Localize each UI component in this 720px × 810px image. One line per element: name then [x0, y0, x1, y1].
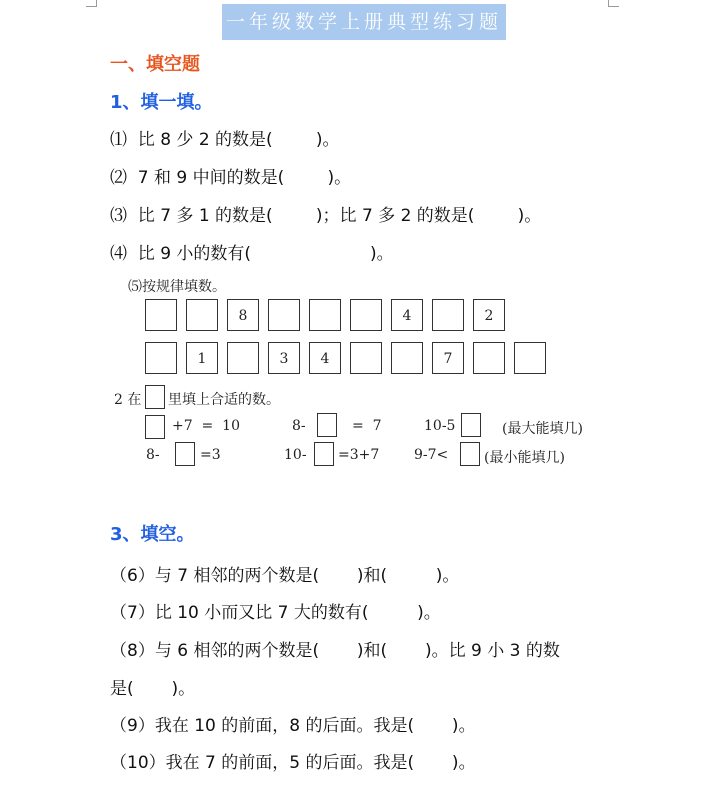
answer-box[interactable] [314, 442, 334, 466]
pattern-box: 3 [268, 342, 300, 374]
answer-box[interactable] [460, 442, 480, 466]
q2-eq-b1-right: =3 [200, 447, 221, 463]
pattern-box[interactable] [350, 299, 382, 331]
pattern-box[interactable] [227, 342, 259, 374]
pattern-box[interactable] [309, 299, 341, 331]
q3-item-10: （10）我在 7 的前面，5 的后面。我是( )。 [110, 753, 476, 773]
pattern-box[interactable] [145, 299, 177, 331]
answer-box[interactable] [175, 442, 195, 466]
q5-label: ⑸按规律填数。 [128, 279, 226, 295]
q3-item-9: （9）我在 10 的前面，8 的后面。我是( )。 [110, 716, 476, 736]
q2-eq-b1-left: 8- [146, 447, 160, 463]
pattern-box[interactable] [268, 299, 300, 331]
page-corner-mark-left [86, 0, 97, 7]
q2-eq-b2-left: 10- [284, 447, 307, 463]
pattern-box[interactable] [186, 299, 218, 331]
pattern-box: 1 [186, 342, 218, 374]
page-corner-mark-right [608, 0, 619, 7]
q2-eq-b2-right: =3+7 [338, 447, 380, 463]
q3-item-7: （7）比 10 小而又比 7 大的数有( )。 [110, 603, 441, 623]
answer-box[interactable] [145, 415, 165, 439]
q2-sample-box [145, 385, 165, 409]
q2-eq-b3-note: (最小能填几) [484, 450, 565, 466]
q2-eq-a2-right: = 7 [352, 418, 382, 434]
pattern-box: 2 [473, 299, 505, 331]
section-heading-fill-blank: 一、填空题 [110, 54, 200, 75]
q3-item-8: （8）与 6 相邻的两个数是( )和( )。比 9 小 3 的数 [110, 641, 560, 661]
q1-item-3: ⑶ 比 7 多 1 的数是( )；比 7 多 2 的数是( )。 [110, 206, 542, 226]
q2-eq-a2-left: 8- [292, 418, 306, 434]
q2-label-suffix: 里填上合适的数。 [168, 392, 280, 408]
q2-eq-a1: +7 = 10 [172, 418, 240, 434]
pattern-box[interactable] [514, 342, 546, 374]
pattern-box: 7 [432, 342, 464, 374]
q1-item-2: ⑵ 7 和 9 中间的数是( )。 [110, 168, 352, 188]
q3-item-8-continued: 是( )。 [110, 679, 196, 699]
pattern-box[interactable] [145, 342, 177, 374]
pattern-box: 4 [391, 299, 423, 331]
question-3-heading: 3、填空。 [110, 524, 195, 545]
q1-item-1: ⑴ 比 8 少 2 的数是( )。 [110, 130, 340, 150]
q2-eq-b3-left: 9-7< [414, 447, 449, 463]
q2-eq-a3-left: 10-5 [424, 418, 456, 434]
question-1-heading: 1、填一填。 [110, 92, 213, 113]
pattern-box: 4 [309, 342, 341, 374]
pattern-box[interactable] [473, 342, 505, 374]
pattern-box[interactable] [391, 342, 423, 374]
q2-eq-a3-note: (最大能填几) [502, 421, 583, 437]
q1-item-4: ⑷ 比 9 小的数有( )。 [110, 244, 394, 264]
q3-item-6: （6）与 7 相邻的两个数是( )和( )。 [110, 566, 460, 586]
answer-box[interactable] [461, 413, 481, 437]
answer-box[interactable] [317, 413, 337, 437]
pattern-box: 8 [227, 299, 259, 331]
worksheet-title: 一年级数学上册典型练习题 [222, 4, 506, 40]
pattern-box[interactable] [350, 342, 382, 374]
q2-label-prefix: 2 在 [114, 392, 142, 408]
pattern-box[interactable] [432, 299, 464, 331]
